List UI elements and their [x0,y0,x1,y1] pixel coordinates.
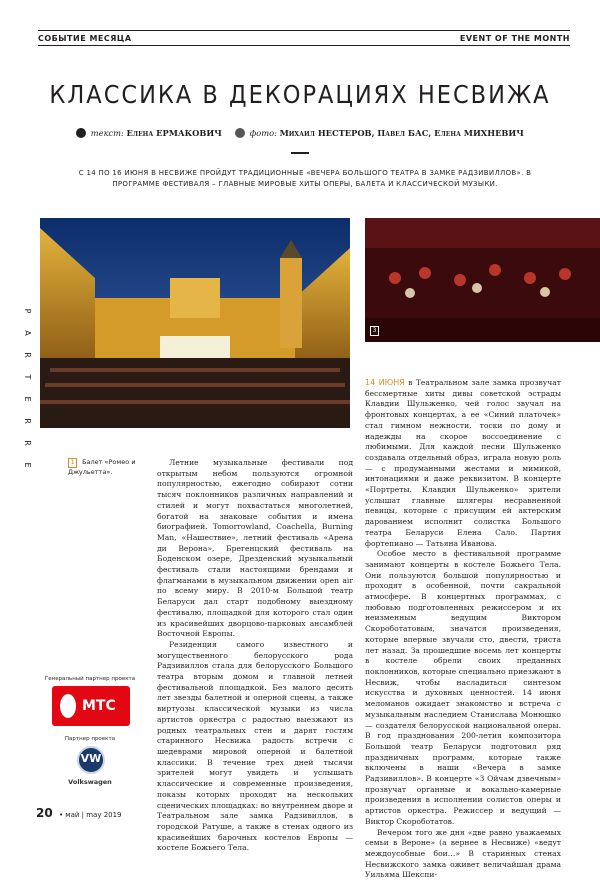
article-paragraph: Резиденция самого известного и могущественного белорусского рода Радзивиллов стала для белорусского Большого театра вторым домом и главной летней фестивальной площадкой. Без малого десять лет звезды балетной и оперной сцены, а также виртуозы классической музыки из числа артистов оркестра с радостью выезжают из родных театральных стен и дарят гостям старинного Несвижа радость встречи с шедеврами мировой оперной и балетной классики. В течение трех дней тысячи зрителей могут увидеть и услышать классические и современные произведения, показы которых проходят на нескольких сценических площадках: во внутреннем дворе и Театральном зале замка Радзивиллов, в городской Ратуше, а также в стенах одного из красивейших барочных костелов Европы — костеле Божьего Тела. [157,639,353,853]
side-letter: E [23,396,32,402]
mts-logo-text: МТС [82,698,116,714]
photo-authors: Михаил НЕСТЕРОВ, Павел БАС, Елена МИХНЕВИЧ [279,128,524,138]
article-title: КЛАССИКА В ДЕКОРАЦИЯХ НЕСВИЖА [49,80,551,109]
date-accent: 14 ИЮНЯ [365,378,405,387]
volkswagen-logo-text: Volkswagen [68,778,112,786]
lead-paragraph: С 14 ПО 16 ИЮНЯ В НЕСВИЖЕ ПРОЙДУТ ТРАДИЦИОННЫЕ «ВЕЧЕРА БОЛЬШОГО ТЕАТРА В ЗАМКЕ РАДЗИВИЛЛОВ». В ПРОГРАММЕ ФЕСТИВАЛЯ – ГЛАВНЫЕ МИРОВЫЕ ХИТЫ ОПЕРЫ, БАЛЕТА И КЛАССИЧЕСКОЙ МУЗЫКИ. [78,169,532,188]
vw-mark: VW [80,752,102,765]
section-title-en: EVENT OF THE MONTH [459,34,570,43]
article-column-right [365,378,561,881]
side-letter: R [23,440,32,446]
ballet-stage-photo [365,218,600,342]
mts-logo [52,686,130,726]
side-letter: P [23,308,32,314]
article-paragraph: 14 ИЮНЯ в Театральном зале замка прозвучат бессмертные хиты дивы советской эстрады Клавдии Шульженко, чей голос звучал на фронтовых концертах, а ее «Синий платочек» стал гимном нежности, тоски по дому и надежды на скорое воссоединение с любимыми. Для каждой песни Шульженко создавала отдельный образ, играла новую роль — с продуманными жестами и мимикой, интонациями и даже реквизитом. В концерте «Портреты. Клавдия Шульженко» зрители услышат главные шлягеры несравненной певицы, которые с присущим ей актерским дарованием исполнит солистка Большого театра Беларуси Елена Сало. Партия фортепиано — Татьяна Иванова. [365,378,562,548]
page-footer [36,806,122,820]
side-letter: R [23,418,32,424]
pen-icon [76,128,86,138]
side-letter: R [23,352,32,358]
article-paragraph: Вечером того же дня «две равно уважаемых семьи в Вероне» (а вернее в Несвиже) «ведут междоусобные бои…» В старинных стенах Несвижского замка оживет величайшая драма Уильяма Шекспи- [365,827,561,880]
castle-courtyard-photo [40,218,350,428]
side-rubric [16,300,32,476]
photo-caption [68,458,148,477]
side-letter: E [23,462,32,468]
camera-icon [235,128,245,138]
header-rule-top [38,30,570,31]
article-paragraph: Особое место в фестивальной программе занимают концерты в костеле Божьего Тела. Они пользуются большой популярностью и проходят в особенной, почти сакральной атмосфере. В концертных программах, с любовью подготовленных режиссером и их неизменным ведущим Виктором Скороботатовым, значатся произведения, которые впервые звучали сто, двести, триста лет назад. За прошедшие восемь лет концерты в костеле обрели своих преданных поклонников, которые специально приезжают в Несвиж, чтобы насладиться синтезом искусства и духовных ценностей. 14 июня меломанов ожидает знакомство и встреча с музыкальным наследием Станислава Монюшко — создателя белорусской национальной оперы. В год празднования 200-летия композитора Большой театр Беларуси подготовил ряд праздничных программ, которые также включены в наши «Вечера в замке Радзивиллов». В концерте «З Ойчам дзвечным» прозвучат органные и вокально-камерные произведения в исполнении солистов оперы и артистов оркестра. Режиссер и ведущий — Виктор Скороботатов. [365,549,561,826]
text-label: текст: [90,128,124,138]
caption-text: Балет «Ромео и Джульетта». [68,458,136,476]
photo-label: фото: [249,128,277,138]
page-number: 20 [36,806,53,820]
header-rule-bottom [38,45,570,46]
article-credits [0,128,600,138]
title-divider [291,152,309,154]
issue-date: • май | may 2019 [58,811,122,819]
article-paragraph: Летние музыкальные фестивали под открытым небом пользуются огромной популярностью, ежегодно собирают сотни тысяч поклонников различных направлений и стилей и могут похвастаться многолетней, богатой на знаковые события и имена биографией. Tomorrowland, Coachella, Burning Man, «Нашествие», летний фестиваль «Арена ди Верона», Брегенцский фестиваль на Боденском озере, Дрезденский музыкальный фестиваль стали настоящими брендами и флагманами в музыкальном движении open air по всему миру. В 2010-м Большой театр Беларуси дал старт подобному выездному фестивалю, площадкой для которого стал один из красивейших дворцово-парковых ансамблей Восточной Европы. [157,458,353,639]
article-column-middle [157,458,353,854]
section-title-ru: СОБЫТИЕ МЕСЯЦА [38,34,132,43]
partner-label: Партнер проекта [64,736,116,742]
mts-egg-icon [60,694,76,718]
side-letter: A [23,330,32,336]
side-letter: T [23,374,32,380]
photo-number-badge: 3 [370,326,379,336]
volkswagen-logo-icon [77,746,105,774]
caption-number: 1 [68,458,77,468]
general-partner-label: Генеральный партнер проекта [44,676,136,682]
text-author: Елена ЕРМАКОВИЧ [126,128,222,138]
